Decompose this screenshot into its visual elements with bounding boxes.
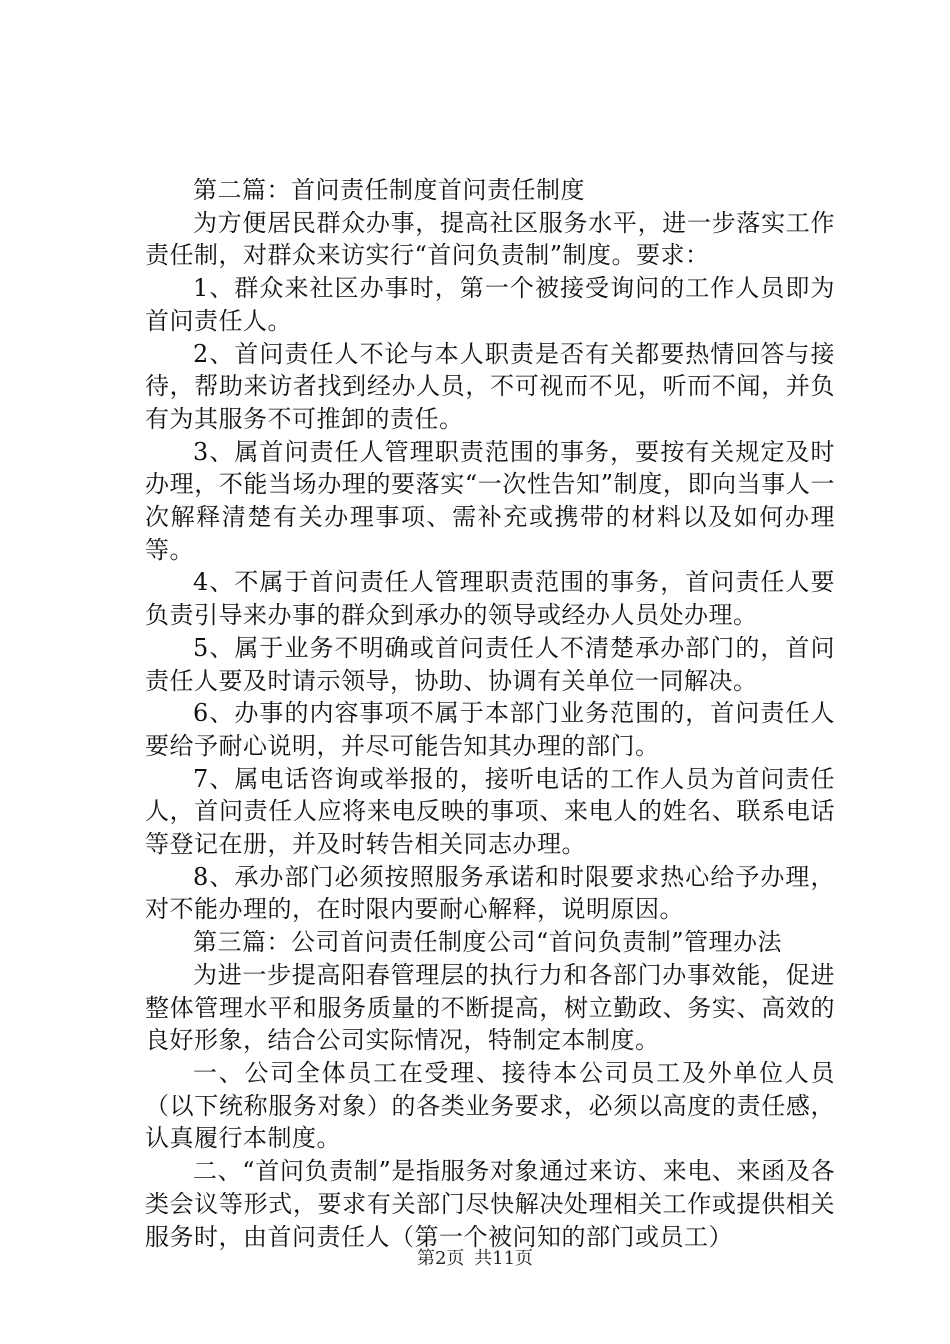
document-body — [145, 174, 835, 1253]
paragraph: 4、不属于首问责任人管理职责范围的事务，首问责任人要负责引导来办事的群众到承办的领导或经办人员处办理。 — [145, 568, 835, 630]
paragraph: 5、属于业务不明确或首问责任人不清楚承办部门的，首问责任人要及时请示领导，协助、协调有关单位一同解决。 — [145, 633, 835, 695]
page-total: 共11页 — [474, 1248, 534, 1269]
paragraph: 2、首问责任人不论与本人职责是否有关都要热情回答与接待，帮助来访者找到经办人员，不可视而不见，听而不闻，并负有为其服务不可推卸的责任。 — [145, 339, 835, 433]
paragraph: 二、“首问负责制”是指服务对象通过来访、来电、来函及各类会议等形式，要求有关部门尽快解决处理相关工作或提供相关服务时，由首问责任人（第一个被问知的部门或员工） — [145, 1157, 835, 1251]
page-footer — [0, 1247, 950, 1271]
section-heading-3: 第三篇：公司首问责任制度公司“首问负责制”管理办法 — [193, 928, 783, 957]
paragraph: 6、办事的内容事项不属于本部门业务范围的，首问责任人要给予耐心说明，并尽可能告知其办理的部门。 — [145, 699, 835, 760]
paragraph: 8、承办部门必须按照服务承诺和时限要求热心给予办理，对不能办理的，在时限内要耐心解释，说明原因。 — [145, 862, 835, 924]
paragraph: 1、群众来社区办事时，第一个被接受询问的工作人员即为首问责任人。 — [145, 274, 835, 335]
paragraph: 为方便居民群众办事，提高社区服务水平，进一步落实工作责任制，对群众来访实行“首问负责制”制度。要求： — [145, 208, 835, 270]
section-heading-2: 第二篇：首问责任制度首问责任制度 — [193, 176, 585, 204]
page-number: 第2页 — [416, 1248, 465, 1269]
paragraph: 为进一步提高阳春管理层的执行力和各部门办事效能，促进整体管理水平和服务质量的不断提高，树立勤政、务实、高效的良好形象，结合公司实际情况，特制定本制度。 — [145, 960, 835, 1055]
paragraph: 一、公司全体员工在受理、接待本公司员工及外单位人员（以下统称服务对象）的各类业务要求，必须以高度的责任感，认真履行本制度。 — [145, 1058, 835, 1153]
paragraph: 3、属首问责任人管理职责范围的事务，要按有关规定及时办理，不能当场办理的要落实“一次性告知”制度，即向当事人一次解释清楚有关办理事项、需补充或携带的材料以及如何办理等。 — [145, 437, 835, 564]
paragraph: 7、属电话咨询或举报的，接听电话的工作人员为首问责任人，首问责任人应将来电反映的事项、来电人的姓名、联系电话等登记在册，并及时转告相关同志办理。 — [145, 764, 835, 859]
